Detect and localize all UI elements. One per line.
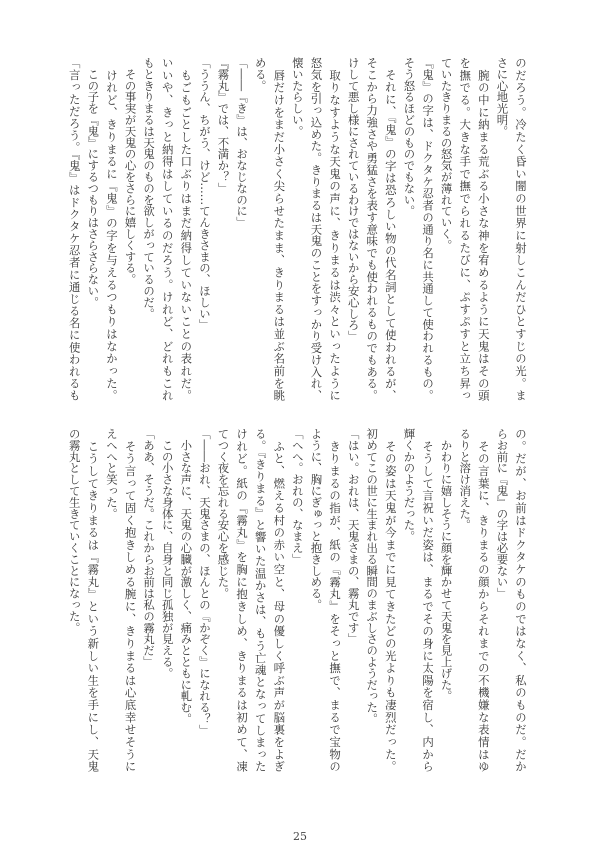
text-line: める。 bbox=[253, 57, 268, 92]
text-line: もごもごとした口ぶりはまだ納得していないことの表れだ。 bbox=[179, 57, 194, 401]
text-line: ふと、燃える村の赤い空と、母の優しく呼ぶ声が脳裏をよぎ bbox=[272, 428, 287, 772]
text-line: 取りなすような天鬼の声に、きりまるは渋々といったように bbox=[328, 57, 343, 401]
text-line: 『鬼』の字は、ドクタケ忍者の通り名に共通して使われるもの。 bbox=[421, 57, 436, 401]
text-line: けれど、きりまるに『鬼』の字を与えるつもりはなかった。 bbox=[104, 57, 119, 401]
text-line: それに、『鬼』の字は恐ろしい物の代名詞として使われるが、 bbox=[383, 57, 398, 401]
text-line: ていたきりまるの怒気が薄れていく。 bbox=[439, 57, 454, 251]
text-line: いいや、きっと納得はしているのだろう。けれど、どれもこれ bbox=[160, 57, 175, 401]
text-line: さに心地光明。 bbox=[495, 57, 510, 137]
text-line: の。だが、お前はドクタケのものではなく、私のものだ。だか bbox=[514, 428, 528, 772]
text-line: そうして言祝いだ姿は、まるでその身に太陽を宿し、内から bbox=[421, 428, 436, 772]
text-line: そう怒るほどのものでもない。 bbox=[402, 57, 417, 217]
text-line: この子を『鬼』にするつもりはさらさらない。 bbox=[86, 57, 101, 308]
text-line: 腕の中に納まる荒ぶる小さな神を宥めるように天鬼はその頭 bbox=[476, 57, 491, 401]
text-line: その事実が天鬼の心をさらに嬉しくする。 bbox=[123, 57, 138, 285]
text-line: こうしてきりまるは『霧丸』という新しい生を手にし、天鬼 bbox=[86, 428, 101, 772]
text-line: を撫でる。大きな手で撫でられるたびに、ぷすぷすと立ち昇っ bbox=[458, 57, 473, 401]
text-line: けして悪し様にされているわけではないから安心しろ」 bbox=[346, 57, 361, 342]
text-line: けれど。紙の『霧丸』を胸に抱きしめ、きりまるは初めて、凍 bbox=[235, 428, 250, 772]
text-line: その言葉に、きりまるの顔からそれまでの不機嫌な表情はゆ bbox=[476, 428, 491, 772]
text-line: 懐いたらしい。 bbox=[290, 57, 305, 137]
text-line: らお前に『鬼』の字は必要ない」 bbox=[495, 428, 510, 599]
upper-text-block bbox=[62, 57, 530, 401]
text-line: かわりに嬉しそうに顔を輝かせて天鬼を見上げた。 bbox=[439, 428, 454, 702]
text-line: 小さな声に、天鬼の心臓が激しく、痛みとともに軋む。 bbox=[179, 428, 194, 725]
text-line: 初めてこの世に生まれ出る瞬間のまぶしさのようだった。 bbox=[365, 428, 380, 725]
text-line: る。『きりまる』と響いた温かさは、もう亡魂となってしまった bbox=[253, 428, 268, 772]
text-line: この小さな身体に、自身と同じ孤独が見える。 bbox=[160, 428, 175, 679]
text-line: そこから力強さや勇猛さを表す意味でも使われるものでもある。 bbox=[365, 57, 380, 401]
text-line: 唇だけをまだ小さく尖らせたまま、きりまるは並ぶ名前を眺 bbox=[272, 57, 287, 401]
text-line: 『霧丸』では、不満か？」 bbox=[216, 57, 231, 194]
text-line: 「――『き』は、おなじなのに」 bbox=[235, 57, 250, 228]
text-line: きりまるの指が、紙の『霧丸』をそっと撫で、まるで宝物の bbox=[328, 428, 343, 772]
text-line: てつく夜を忘れる安心を感じた。 bbox=[216, 428, 231, 599]
text-line: のだろう。冷たく昏い闇の世界に射しこんだひとすじの光。ま bbox=[514, 57, 528, 401]
text-line: 怒気を引っ込めた。きりまるは天鬼のことをすっかり受け入れ、 bbox=[309, 57, 324, 401]
text-line: 「はい。おれは、天鬼さまの、霧丸です」 bbox=[346, 428, 361, 645]
text-line: えへへと笑った。 bbox=[104, 428, 119, 520]
text-line: 「ああ、そうだ。これからお前は私の霧丸だ」 bbox=[142, 428, 157, 668]
page-number: 25 bbox=[293, 830, 307, 843]
text-line: もときりまるは天鬼のものを欲しがっているのだ。 bbox=[142, 57, 157, 320]
text-line: 「へへ。おれの、なまえ」 bbox=[290, 428, 305, 565]
text-line: 「ううん、ちがう、けど……てんきさまの、ほしい」 bbox=[197, 57, 212, 331]
text-line: ように、胸にぎゅっと抱きしめる。 bbox=[309, 428, 324, 611]
text-line: の霧丸として生きていくことになった。 bbox=[67, 428, 82, 634]
text-line: 「言っただろう。『鬼』はドクタケ忍者に通じる名に使われるも bbox=[67, 57, 82, 401]
lower-text-block bbox=[62, 428, 530, 772]
text-line: 「――おれ、天鬼さまの、ほんとの『かぞく』になれる？」 bbox=[197, 428, 212, 736]
text-line: そう言って固く抱きしめる腕に、きりまるは心底幸せそうに bbox=[123, 428, 138, 772]
text-line: 輝くかのようだった。 bbox=[402, 428, 417, 542]
text-line: その姿は天鬼が今までに見てきたどの光よりも凄烈だった。 bbox=[383, 428, 398, 772]
text-line: るりと溶け消えた。 bbox=[458, 428, 473, 531]
